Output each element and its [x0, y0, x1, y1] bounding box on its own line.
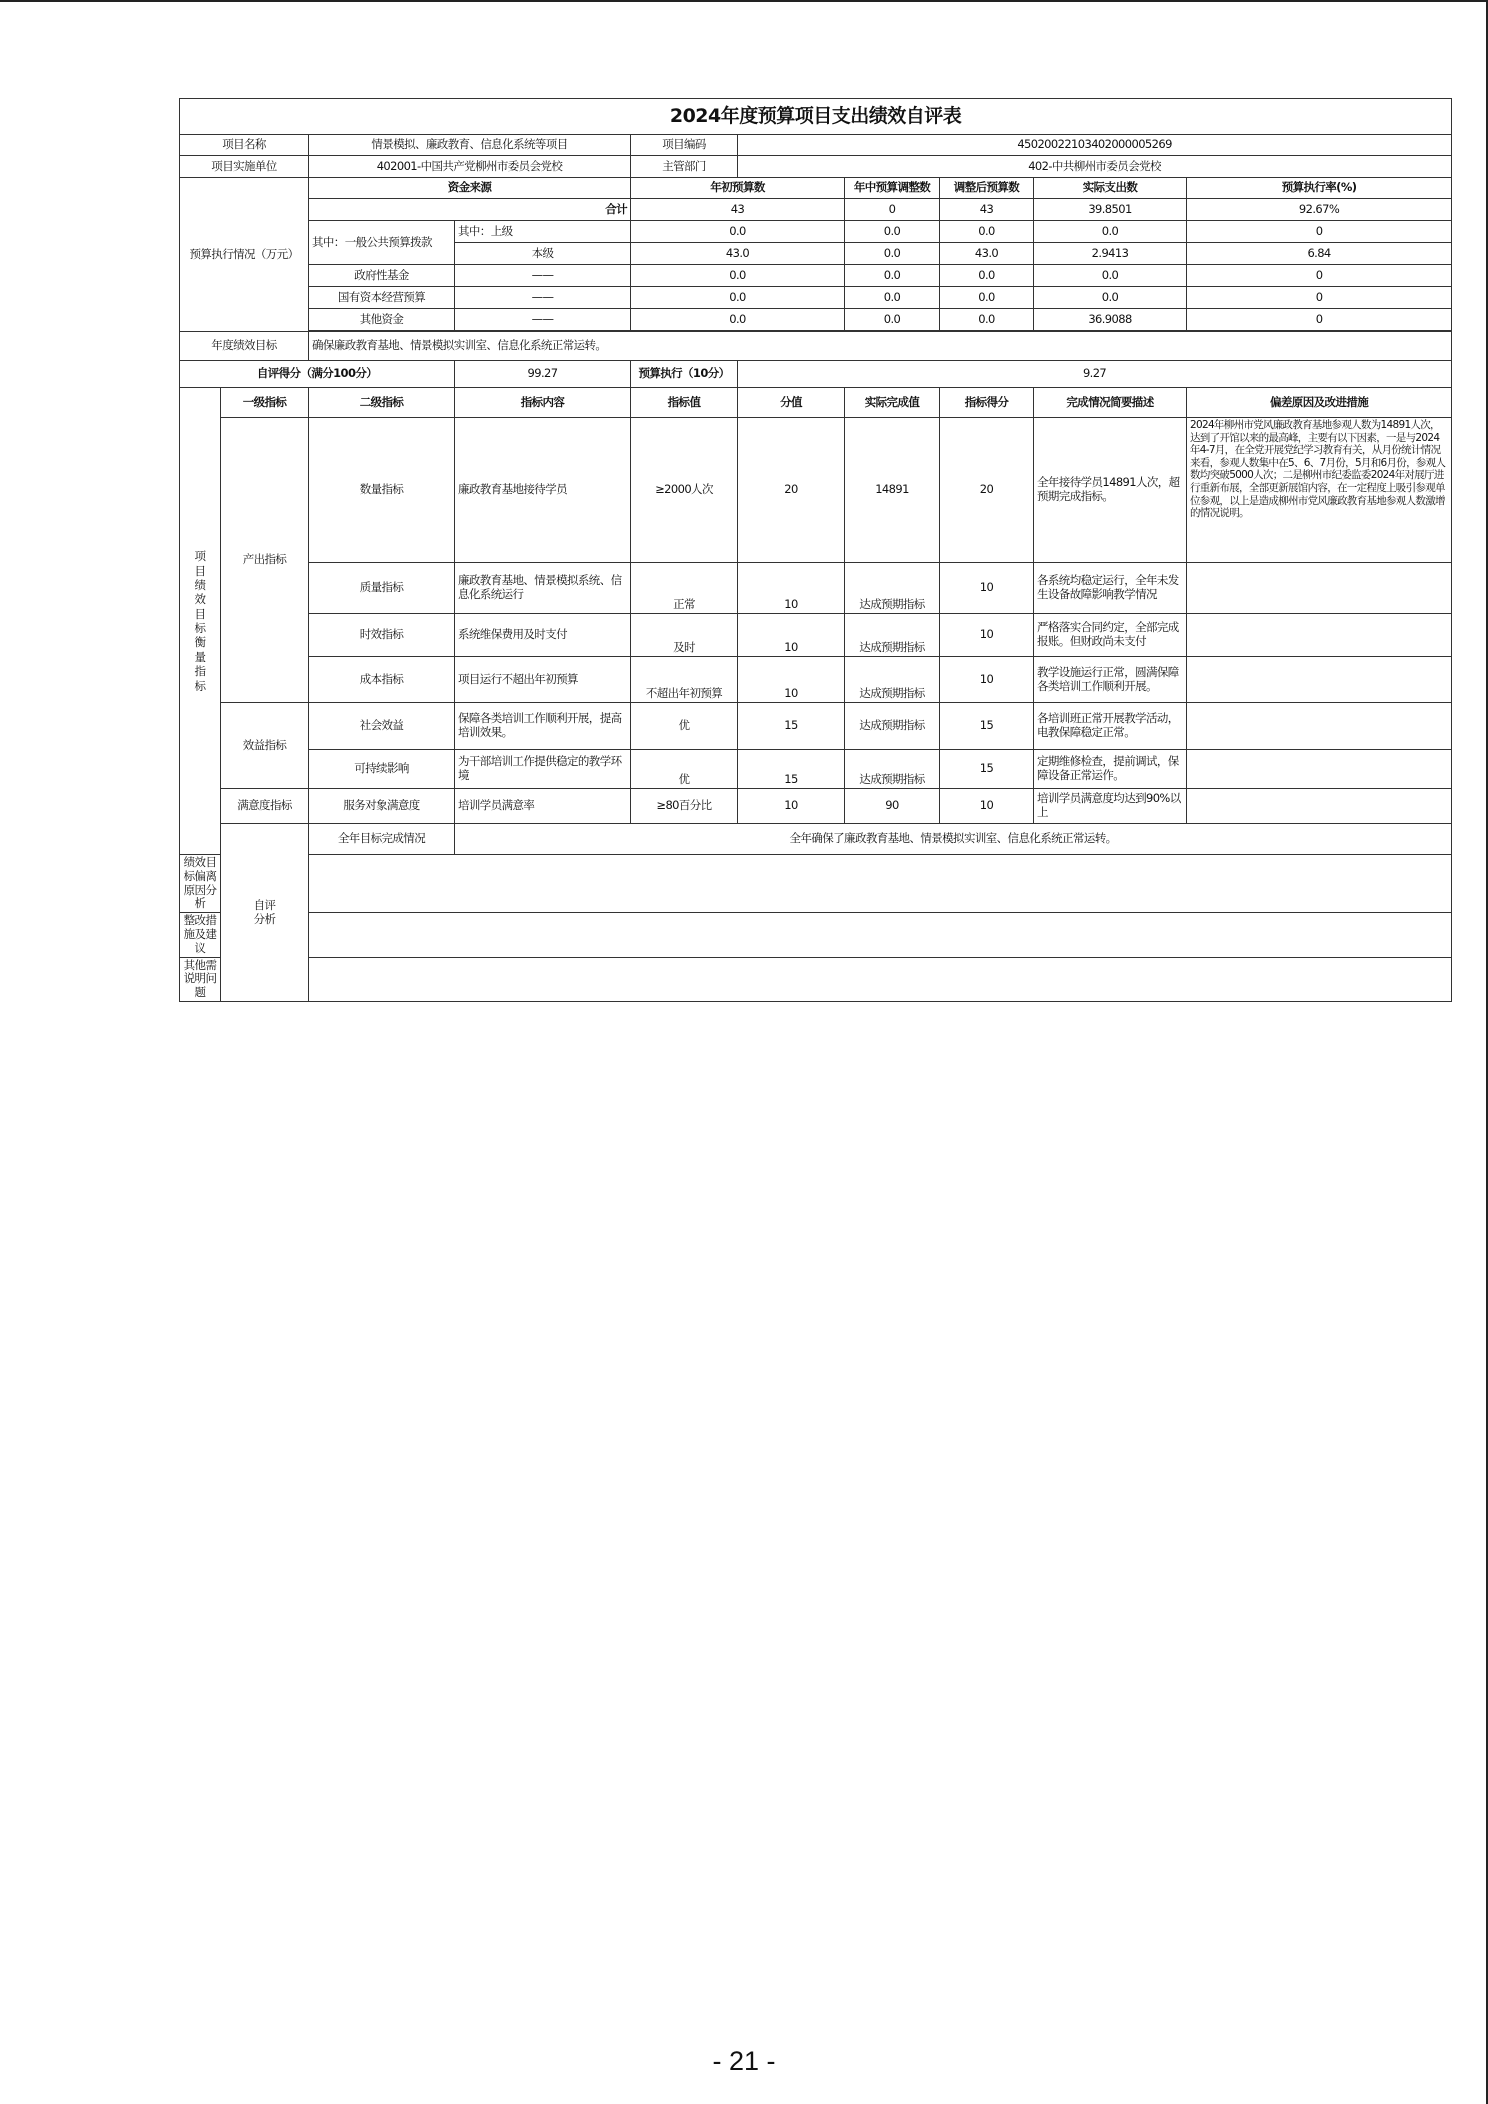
indicator-header: 实际完成值: [845, 388, 940, 418]
analysis-row-text: [309, 855, 1452, 913]
indicator-desc: 严格落实合同约定，全部完成报账。但财政尚未支付: [1034, 614, 1187, 657]
indicator-score: 10: [940, 563, 1034, 614]
budget-local-cell: 2.9413: [1034, 243, 1187, 265]
indicator-actual: 达成预期指标: [845, 614, 940, 657]
budget-local-cell: 43.0: [940, 243, 1034, 265]
budget-upper-cell: 0: [1187, 221, 1452, 243]
analysis-row-text: 全年确保了廉政教育基地、情景模拟实训室、信息化系统正常运转。: [455, 824, 1452, 855]
dept-label: 主管部门: [631, 156, 738, 178]
budget-govfund-cell: ——: [455, 265, 631, 287]
project-code-label: 项目编码: [631, 135, 738, 156]
indicator-header: 指标值: [631, 388, 738, 418]
indicator-points: 10: [738, 614, 845, 657]
page-number: - 21 -: [712, 2046, 776, 2076]
budget-upper-cell: 0.0: [845, 221, 940, 243]
analysis-row-label: 全年目标完成情况: [309, 824, 455, 855]
indicator-value: 及时: [631, 614, 738, 657]
budget-exec-value: 9.27: [738, 361, 1452, 388]
indicator-level2: 可持续影响: [309, 750, 455, 789]
analysis-row-label: 其他需说明问题: [180, 957, 221, 1001]
budget-general-label: 其中：一般公共预算拨款: [309, 221, 455, 265]
goal-text: 确保廉政教育基地、情景模拟实训室、信息化系统正常运转。: [309, 332, 1452, 361]
budget-total-cell: 43: [940, 199, 1034, 221]
budget-statecap-cell: 0.0: [845, 287, 940, 309]
indicator-actual: 达成预期指标: [845, 657, 940, 703]
indicator-score: 20: [940, 418, 1034, 563]
budget-header-initial: 年初预算数: [631, 178, 845, 199]
indicator-value: ≥80百分比: [631, 789, 738, 824]
budget-other-cell: 0.0: [940, 309, 1034, 331]
dept-name: 402-中共柳州市委员会党校: [738, 156, 1452, 178]
indicator-actual: 达成预期指标: [845, 703, 940, 750]
budget-local-cell: 6.84: [1187, 243, 1452, 265]
budget-govfund-cell: 0.0: [845, 265, 940, 287]
budget-header-adjusted: 调整后预算数: [940, 178, 1034, 199]
budget-total-label: 合计: [309, 199, 631, 221]
indicator-level2: 成本指标: [309, 657, 455, 703]
analysis-row-text: [309, 957, 1452, 1001]
table-title: 2024年度预算项目支出绩效自评表: [180, 99, 1452, 135]
indicator-section-label: 项目绩效目标衡量指标: [180, 388, 221, 855]
indicator-content: 培训学员满意率: [455, 789, 631, 824]
indicator-level2: 社会效益: [309, 703, 455, 750]
budget-upper-cell: 0.0: [940, 221, 1034, 243]
project-code: 450200221034020000052​69: [738, 135, 1452, 156]
budget-header-actual: 实际支出数: [1034, 178, 1187, 199]
self-analysis-label: 自评分析: [221, 824, 309, 1002]
indicator-actual: 达成预期指标: [845, 750, 940, 789]
indicator-actual: 达成预期指标: [845, 563, 940, 614]
indicator-score: 10: [940, 789, 1034, 824]
indicator-desc: 各系统均稳定运行，全年未发生设备故障影响教学情况: [1034, 563, 1187, 614]
indicator-points: 10: [738, 789, 845, 824]
indicator-value: ≥2000人次: [631, 418, 738, 563]
indicator-content: 项目运行不超出年初预算: [455, 657, 631, 703]
budget-statecap-cell: 0.0: [940, 287, 1034, 309]
indicator-header: 指标内容: [455, 388, 631, 418]
indicator-desc: 全年接待学员14891人次，超预期完成指标。: [1034, 418, 1187, 563]
budget-other-cell: 36.9088: [1034, 309, 1187, 331]
indicator-desc: 定期维修检查，提前调试，保障设备正常运作。: [1034, 750, 1187, 789]
indicator-header: 一级指标: [221, 388, 309, 418]
indicator-score: 10: [940, 657, 1034, 703]
budget-other-cell: ——: [455, 309, 631, 331]
indicator-points: 10: [738, 563, 845, 614]
indicator-points: 15: [738, 703, 845, 750]
indicator-deviation: [1187, 789, 1452, 824]
budget-section-label: 预算执行情况（万元）: [180, 178, 309, 332]
budget-statecap-cell: 0.0: [1034, 287, 1187, 309]
project-name-label: 项目名称: [180, 135, 309, 156]
self-score-value: 99.27: [455, 361, 631, 388]
budget-govfund-cell: 0.0: [1034, 265, 1187, 287]
budget-statecap-cell: 0: [1187, 287, 1452, 309]
indicator-level2: 时效指标: [309, 614, 455, 657]
indicator-level2: 服务对象满意度: [309, 789, 455, 824]
indicator-content: 廉政教育基地、情景模拟系统、信息化系统运行: [455, 563, 631, 614]
indicator-deviation: [1187, 657, 1452, 703]
budget-local-label: 本级: [455, 243, 631, 265]
budget-header-rate: 预算执行率(%): [1187, 178, 1452, 199]
budget-header-adjust: 年中预算调整数: [845, 178, 940, 199]
indicator-content: 廉政教育基地接待学员: [455, 418, 631, 563]
indicator-header: 分值: [738, 388, 845, 418]
indicator-points: 10: [738, 657, 845, 703]
level1-output: 产出指标: [221, 418, 309, 703]
budget-other-label: 其他资金: [309, 309, 455, 331]
performance-evaluation-table: [179, 98, 1452, 1002]
unit-label: 项目实施单位: [180, 156, 309, 178]
indicator-value: 优: [631, 750, 738, 789]
self-score-label: 自评得分（满分100分）: [180, 361, 455, 388]
project-name: 情景模拟、廉政教育、信息化系统等项目: [309, 135, 631, 156]
indicator-actual: 14891: [845, 418, 940, 563]
budget-total-cell: 43: [631, 199, 845, 221]
indicator-deviation: [1187, 703, 1452, 750]
budget-upper-cell: 0.0: [631, 221, 845, 243]
unit-name: 402001-中国共产党柳州市委员会党校: [309, 156, 631, 178]
indicator-desc: 各培训班正常开展教学活动，电教保障稳定正常。: [1034, 703, 1187, 750]
indicator-header: 指标得分: [940, 388, 1034, 418]
indicator-deviation: 2024年柳州市党风廉政教育基地参观人数为14891人次，达到了开馆以来的最高峰，主要有以下因素，一是与2024年4-7月，在全党开展党纪学习教育有关，从月份统计情况来看，参观人数集中在5、6、7月份，5月和6月份，参观人数均突破5000人次；二是柳州市纪委监委2024年对展厅进行重新布展，全部更新展馆内容，在一定程度上吸引参观单位参观，以上是造成柳州市党风廉政教育基地参观人数激增的情况说明。: [1187, 418, 1452, 563]
budget-govfund-cell: 0.0: [631, 265, 845, 287]
indicator-deviation: [1187, 563, 1452, 614]
indicator-level2: 质量指标: [309, 563, 455, 614]
indicator-score: 15: [940, 703, 1034, 750]
goal-label: 年度绩效目标: [180, 332, 309, 361]
budget-exec-label: 预算执行（10分）: [631, 361, 738, 388]
budget-total-cell: 0: [845, 199, 940, 221]
budget-other-cell: 0.0: [845, 309, 940, 331]
analysis-row-label: 整改措施及建议: [180, 913, 221, 957]
budget-statecap-label: 国有资本经营预算: [309, 287, 455, 309]
analysis-row-label: 绩效目标偏离原因分析: [180, 855, 221, 913]
budget-upper-label: 其中：上级: [455, 221, 631, 243]
indicator-score: 10: [940, 614, 1034, 657]
budget-local-cell: 0.0: [845, 243, 940, 265]
indicator-deviation: [1187, 750, 1452, 789]
indicator-header: 二级指标: [309, 388, 455, 418]
indicator-value: 正常: [631, 563, 738, 614]
budget-govfund-cell: 0: [1187, 265, 1452, 287]
indicator-level2: 数量指标: [309, 418, 455, 563]
level1-satisfaction: 满意度指标: [221, 789, 309, 824]
indicator-content: 为干部培训工作提供稳定的教学环境: [455, 750, 631, 789]
budget-local-cell: 43.0: [631, 243, 845, 265]
indicator-desc: 培训学员满意度均达到90%以上: [1034, 789, 1187, 824]
indicator-desc: 教学设施运行正常，圆满保障各类培训工作顺利开展。: [1034, 657, 1187, 703]
indicator-points: 15: [738, 750, 845, 789]
budget-govfund-label: 政府性基金: [309, 265, 455, 287]
level1-benefit: 效益指标: [221, 703, 309, 789]
budget-total-cell: 39.8501: [1034, 199, 1187, 221]
indicator-content: 系统维保费用及时支付: [455, 614, 631, 657]
top-border-line: [0, 0, 1488, 2]
budget-other-cell: 0.0: [631, 309, 845, 331]
budget-statecap-cell: ——: [455, 287, 631, 309]
budget-header-source: 资金来源: [309, 178, 631, 199]
indicator-score: 15: [940, 750, 1034, 789]
indicator-content: 保障各类培训工作顺利开展，提高培训效果。: [455, 703, 631, 750]
indicator-value: 不超出年初预算: [631, 657, 738, 703]
analysis-row-text: [309, 913, 1452, 957]
budget-total-cell: 92.67%: [1187, 199, 1452, 221]
budget-upper-cell: 0.0: [1034, 221, 1187, 243]
indicator-value: 优: [631, 703, 738, 750]
budget-govfund-cell: 0.0: [940, 265, 1034, 287]
budget-statecap-cell: 0.0: [631, 287, 845, 309]
budget-other-cell: 0: [1187, 309, 1452, 331]
indicator-header: 完成情况简要描述: [1034, 388, 1187, 418]
indicator-header: 偏差原因及改进措施: [1187, 388, 1452, 418]
indicator-deviation: [1187, 614, 1452, 657]
indicator-points: 20: [738, 418, 845, 563]
indicator-actual: 90: [845, 789, 940, 824]
